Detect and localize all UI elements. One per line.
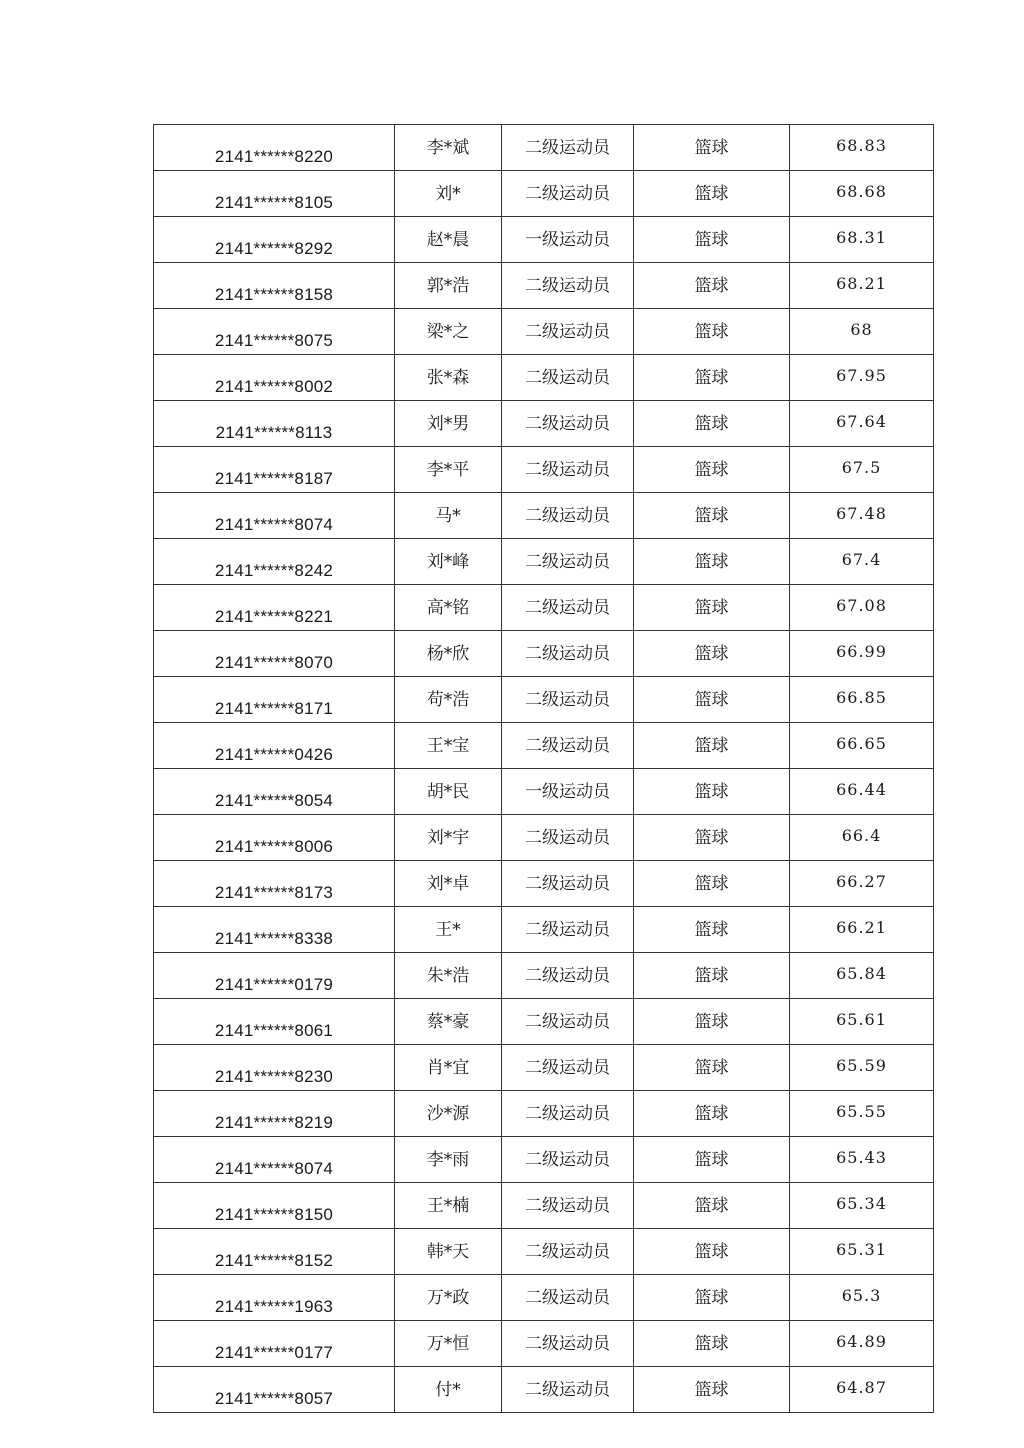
score-cell: 68.21	[790, 263, 934, 309]
exam-id-cell: 2141******8230	[154, 1045, 395, 1091]
athlete-name-cell: 苟*浩	[395, 677, 502, 723]
exam-id-cell: 2141******8150	[154, 1183, 395, 1229]
athlete-table	[153, 124, 934, 1413]
athlete-level-cell: 二级运动员	[502, 999, 634, 1045]
athlete-level-cell: 二级运动员	[502, 953, 634, 999]
exam-id-cell: 2141******0179	[154, 953, 395, 999]
athlete-name-cell: 马*	[395, 493, 502, 539]
athlete-level-cell: 二级运动员	[502, 1275, 634, 1321]
athlete-name-cell: 刘*宇	[395, 815, 502, 861]
exam-id-cell: 2141******8171	[154, 677, 395, 723]
score-cell: 65.3	[790, 1275, 934, 1321]
athlete-level-cell: 二级运动员	[502, 723, 634, 769]
table-row	[154, 309, 934, 355]
athlete-name-cell: 付*	[395, 1367, 502, 1413]
sport-cell: 篮球	[634, 677, 790, 723]
score-cell: 66.27	[790, 861, 934, 907]
exam-id-cell: 2141******8220	[154, 125, 395, 171]
athlete-name-cell: 万*恒	[395, 1321, 502, 1367]
score-cell: 64.87	[790, 1367, 934, 1413]
athlete-level-cell: 二级运动员	[502, 1091, 634, 1137]
table-row	[154, 1137, 934, 1183]
exam-id-cell: 2141******8152	[154, 1229, 395, 1275]
table-row	[154, 171, 934, 217]
score-cell: 68	[790, 309, 934, 355]
table-row	[154, 447, 934, 493]
athlete-name-cell: 刘*卓	[395, 861, 502, 907]
exam-id-cell: 2141******8075	[154, 309, 395, 355]
athlete-level-cell: 二级运动员	[502, 263, 634, 309]
sport-cell: 篮球	[634, 125, 790, 171]
athlete-name-cell: 王*宝	[395, 723, 502, 769]
score-cell: 68.83	[790, 125, 934, 171]
sport-cell: 篮球	[634, 1321, 790, 1367]
table-row	[154, 585, 934, 631]
athlete-name-cell: 郭*浩	[395, 263, 502, 309]
table-row	[154, 401, 934, 447]
table-row	[154, 723, 934, 769]
table-row	[154, 677, 934, 723]
table-row	[154, 815, 934, 861]
exam-id-cell: 2141******8338	[154, 907, 395, 953]
table-row	[154, 1045, 934, 1091]
score-cell: 65.59	[790, 1045, 934, 1091]
athlete-level-cell: 二级运动员	[502, 171, 634, 217]
table-row	[154, 1367, 934, 1413]
score-cell: 65.34	[790, 1183, 934, 1229]
score-cell: 66.99	[790, 631, 934, 677]
score-cell: 65.55	[790, 1091, 934, 1137]
athlete-name-cell: 胡*民	[395, 769, 502, 815]
athlete-name-cell: 王*	[395, 907, 502, 953]
athlete-name-cell: 赵*晨	[395, 217, 502, 263]
score-cell: 67.5	[790, 447, 934, 493]
athlete-name-cell: 沙*源	[395, 1091, 502, 1137]
table-row	[154, 125, 934, 171]
sport-cell: 篮球	[634, 217, 790, 263]
table-row	[154, 493, 934, 539]
athlete-name-cell: 蔡*豪	[395, 999, 502, 1045]
score-cell: 67.4	[790, 539, 934, 585]
table-row	[154, 539, 934, 585]
sport-cell: 篮球	[634, 309, 790, 355]
score-cell: 68.31	[790, 217, 934, 263]
exam-id-cell: 2141******8292	[154, 217, 395, 263]
athlete-level-cell: 二级运动员	[502, 539, 634, 585]
exam-id-cell: 2141******8070	[154, 631, 395, 677]
table-row	[154, 1275, 934, 1321]
score-cell: 66.65	[790, 723, 934, 769]
athlete-level-cell: 二级运动员	[502, 1229, 634, 1275]
athlete-name-cell: 张*森	[395, 355, 502, 401]
athlete-name-cell: 刘*男	[395, 401, 502, 447]
athlete-name-cell: 梁*之	[395, 309, 502, 355]
sport-cell: 篮球	[634, 585, 790, 631]
exam-id-cell: 2141******8057	[154, 1367, 395, 1413]
exam-id-cell: 2141******8061	[154, 999, 395, 1045]
athlete-name-cell: 韩*天	[395, 1229, 502, 1275]
athlete-level-cell: 二级运动员	[502, 815, 634, 861]
sport-cell: 篮球	[634, 1045, 790, 1091]
table-row	[154, 1091, 934, 1137]
score-cell: 66.44	[790, 769, 934, 815]
sport-cell: 篮球	[634, 355, 790, 401]
table-row	[154, 861, 934, 907]
athlete-name-cell: 刘*峰	[395, 539, 502, 585]
athlete-level-cell: 二级运动员	[502, 861, 634, 907]
athlete-name-cell: 肖*宜	[395, 1045, 502, 1091]
score-cell: 68.68	[790, 171, 934, 217]
athlete-name-cell: 杨*欣	[395, 631, 502, 677]
score-cell: 67.95	[790, 355, 934, 401]
score-cell: 67.08	[790, 585, 934, 631]
sport-cell: 篮球	[634, 907, 790, 953]
sport-cell: 篮球	[634, 171, 790, 217]
exam-id-cell: 2141******8074	[154, 493, 395, 539]
athlete-level-cell: 二级运动员	[502, 1045, 634, 1091]
exam-id-cell: 2141******8219	[154, 1091, 395, 1137]
exam-id-cell: 2141******8173	[154, 861, 395, 907]
exam-id-cell: 2141******8054	[154, 769, 395, 815]
sport-cell: 篮球	[634, 1137, 790, 1183]
table-row	[154, 1321, 934, 1367]
athlete-level-cell: 二级运动员	[502, 309, 634, 355]
athlete-level-cell: 二级运动员	[502, 907, 634, 953]
exam-id-cell: 2141******8006	[154, 815, 395, 861]
exam-id-cell: 2141******8158	[154, 263, 395, 309]
athlete-level-cell: 二级运动员	[502, 1321, 634, 1367]
sport-cell: 篮球	[634, 1183, 790, 1229]
sport-cell: 篮球	[634, 1367, 790, 1413]
athlete-level-cell: 二级运动员	[502, 677, 634, 723]
table-row	[154, 355, 934, 401]
sport-cell: 篮球	[634, 1091, 790, 1137]
score-cell: 65.61	[790, 999, 934, 1045]
exam-id-cell: 2141******0177	[154, 1321, 395, 1367]
exam-id-cell: 2141******8242	[154, 539, 395, 585]
exam-id-cell: 2141******0426	[154, 723, 395, 769]
sport-cell: 篮球	[634, 401, 790, 447]
table-row	[154, 631, 934, 677]
score-cell: 67.48	[790, 493, 934, 539]
athlete-level-cell: 一级运动员	[502, 217, 634, 263]
score-cell: 64.89	[790, 1321, 934, 1367]
athlete-level-cell: 一级运动员	[502, 769, 634, 815]
exam-id-cell: 2141******8074	[154, 1137, 395, 1183]
score-cell: 66.85	[790, 677, 934, 723]
exam-id-cell: 2141******8113	[154, 401, 395, 447]
score-cell: 66.21	[790, 907, 934, 953]
sport-cell: 篮球	[634, 493, 790, 539]
score-cell: 66.4	[790, 815, 934, 861]
sport-cell: 篮球	[634, 769, 790, 815]
sport-cell: 篮球	[634, 1229, 790, 1275]
athlete-level-cell: 二级运动员	[502, 585, 634, 631]
sport-cell: 篮球	[634, 815, 790, 861]
exam-id-cell: 2141******8002	[154, 355, 395, 401]
score-cell: 65.31	[790, 1229, 934, 1275]
athlete-level-cell: 二级运动员	[502, 631, 634, 677]
table-row	[154, 907, 934, 953]
athlete-name-cell: 高*铭	[395, 585, 502, 631]
athlete-level-cell: 二级运动员	[502, 355, 634, 401]
athlete-name-cell: 朱*浩	[395, 953, 502, 999]
sport-cell: 篮球	[634, 631, 790, 677]
sport-cell: 篮球	[634, 861, 790, 907]
athlete-name-cell: 李*斌	[395, 125, 502, 171]
athlete-name-cell: 万*政	[395, 1275, 502, 1321]
sport-cell: 篮球	[634, 999, 790, 1045]
athlete-level-cell: 二级运动员	[502, 401, 634, 447]
sport-cell: 篮球	[634, 263, 790, 309]
athlete-level-cell: 二级运动员	[502, 1183, 634, 1229]
exam-id-cell: 2141******8105	[154, 171, 395, 217]
athlete-name-cell: 王*楠	[395, 1183, 502, 1229]
athlete-level-cell: 二级运动员	[502, 125, 634, 171]
athlete-level-cell: 二级运动员	[502, 493, 634, 539]
table-row	[154, 769, 934, 815]
score-cell: 67.64	[790, 401, 934, 447]
athlete-table-body	[154, 125, 934, 1413]
score-cell: 65.43	[790, 1137, 934, 1183]
sport-cell: 篮球	[634, 447, 790, 493]
athlete-name-cell: 李*平	[395, 447, 502, 493]
sport-cell: 篮球	[634, 953, 790, 999]
athlete-level-cell: 二级运动员	[502, 1367, 634, 1413]
sport-cell: 篮球	[634, 723, 790, 769]
exam-id-cell: 2141******8221	[154, 585, 395, 631]
athlete-level-cell: 二级运动员	[502, 1137, 634, 1183]
athlete-name-cell: 李*雨	[395, 1137, 502, 1183]
table-row	[154, 999, 934, 1045]
exam-id-cell: 2141******1963	[154, 1275, 395, 1321]
sport-cell: 篮球	[634, 1275, 790, 1321]
sport-cell: 篮球	[634, 539, 790, 585]
table-row	[154, 217, 934, 263]
score-cell: 65.84	[790, 953, 934, 999]
athlete-level-cell: 二级运动员	[502, 447, 634, 493]
table-row	[154, 1229, 934, 1275]
table-row	[154, 263, 934, 309]
table-row	[154, 953, 934, 999]
athlete-name-cell: 刘*	[395, 171, 502, 217]
table-row	[154, 1183, 934, 1229]
exam-id-cell: 2141******8187	[154, 447, 395, 493]
